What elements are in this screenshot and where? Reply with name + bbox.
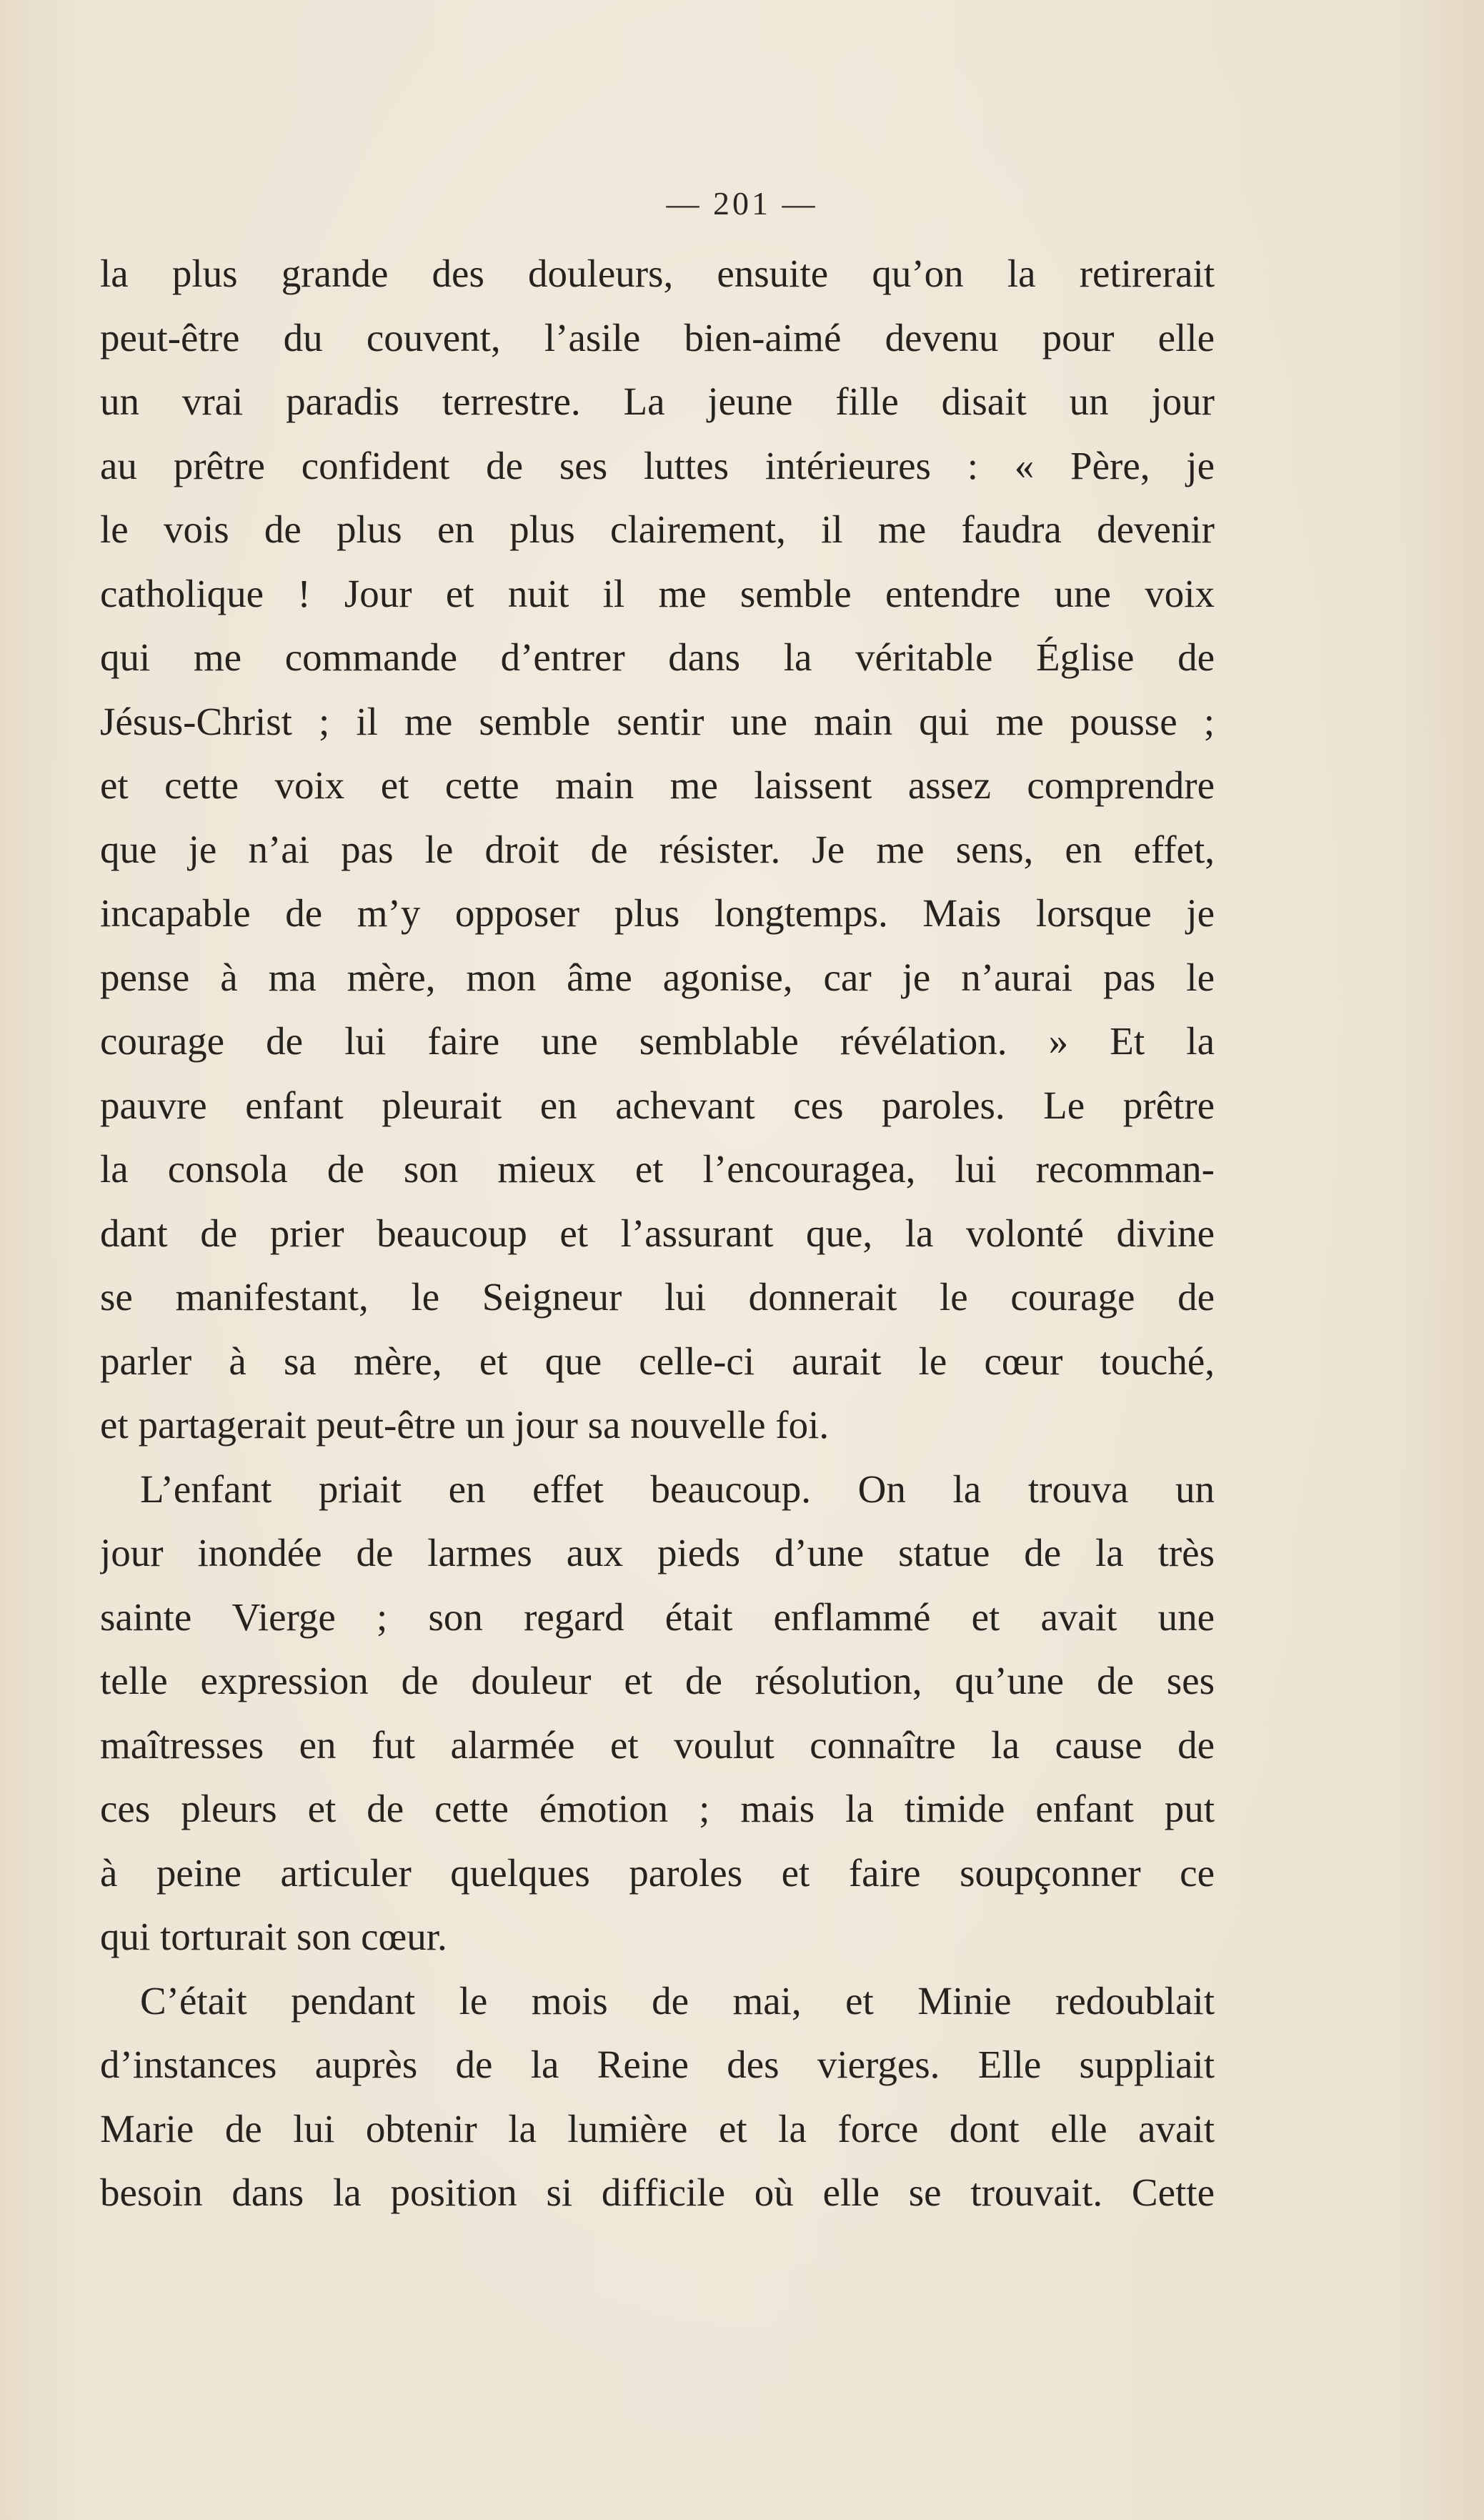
text-line: dant de prier beaucoup et l’assurant que, la volonté divine <box>100 1211 1215 1255</box>
text-line: au prêtre confident de ses luttes intérieures : « Père, je <box>100 443 1215 487</box>
text-line: la plus grande des douleurs, ensuite qu’on la retirerait <box>100 252 1215 295</box>
text-line: le vois de plus en plus clairement, il me faudra devenir <box>100 507 1215 551</box>
text-line: maîtresses en fut alarmée et voulut connaître la cause de <box>100 1722 1215 1767</box>
text-line: L’enfant priait en effet beaucoup. On la trouva un <box>140 1467 1215 1511</box>
text-line: besoin dans la position si difficile où elle se trouvait. Cette <box>100 2171 1215 2214</box>
paragraph <box>100 242 1215 1457</box>
text-line: et cette voix et cette main me laissent assez comprendre <box>100 763 1215 807</box>
text-line: qui torturait son cœur. <box>100 1915 447 1958</box>
paragraph <box>100 1457 1215 1969</box>
text-line: C’était pendant le mois de mai, et Minie redoublait <box>140 1978 1215 2023</box>
text-line: Jésus-Christ ; il me semble sentir une main qui me pousse ; <box>100 699 1215 743</box>
text-line: que je n’ai pas le droit de résister. Je me sens, en effet, <box>100 827 1215 871</box>
text-line: pauvre enfant pleurait en achevant ces paroles. Le prêtre <box>100 1083 1215 1127</box>
text-line: un vrai paradis terrestre. La jeune fille disait un jour <box>100 380 1215 423</box>
text-line: Marie de lui obtenir la lumière et la force dont elle avait <box>100 2106 1215 2151</box>
text-line: la consola de son mieux et l’encouragea, lui recomman- <box>100 1147 1215 1191</box>
page-number: — 201 — <box>666 185 818 222</box>
text-line: se manifestant, le Seigneur lui donnerait le courage de <box>100 1275 1215 1319</box>
text-line: incapable de m’y opposer plus longtemps. Mais lorsque je <box>100 891 1215 935</box>
text-line: peut-être du couvent, l’asile bien-aimé devenu pour elle <box>100 315 1215 359</box>
text-line: sainte Vierge ; son regard était enflammé et avait une <box>100 1594 1215 1639</box>
paragraph <box>100 1969 1215 2225</box>
text-line: jour inondée de larmes aux pieds d’une statue de la très <box>100 1531 1215 1574</box>
text-line: ces pleurs et de cette émotion ; mais la timide enfant put <box>100 1787 1215 1830</box>
text-line: courage de lui faire une semblable révélation. » Et la <box>100 1019 1215 1063</box>
text-line: parler à sa mère, et que celle-ci aurait le cœur touché, <box>100 1339 1215 1383</box>
text-line: catholique ! Jour et nuit il me semble entendre une voix <box>100 571 1215 615</box>
text-line: pense à ma mère, mon âme agonise, car je n’aurai pas le <box>100 955 1215 999</box>
text-line: telle expression de douleur et de résolution, qu’une de ses <box>100 1659 1215 1702</box>
text-line: d’instances auprès de la Reine des vierges. Elle suppliait <box>100 2043 1215 2086</box>
text-line: qui me commande d’entrer dans la véritable Église de <box>100 635 1215 679</box>
text-line: à peine articuler quelques paroles et faire soupçonner ce <box>100 1850 1215 1895</box>
body-text <box>100 242 1215 2225</box>
text-line: et partagerait peut-être un jour sa nouvelle foi. <box>100 1403 830 1447</box>
